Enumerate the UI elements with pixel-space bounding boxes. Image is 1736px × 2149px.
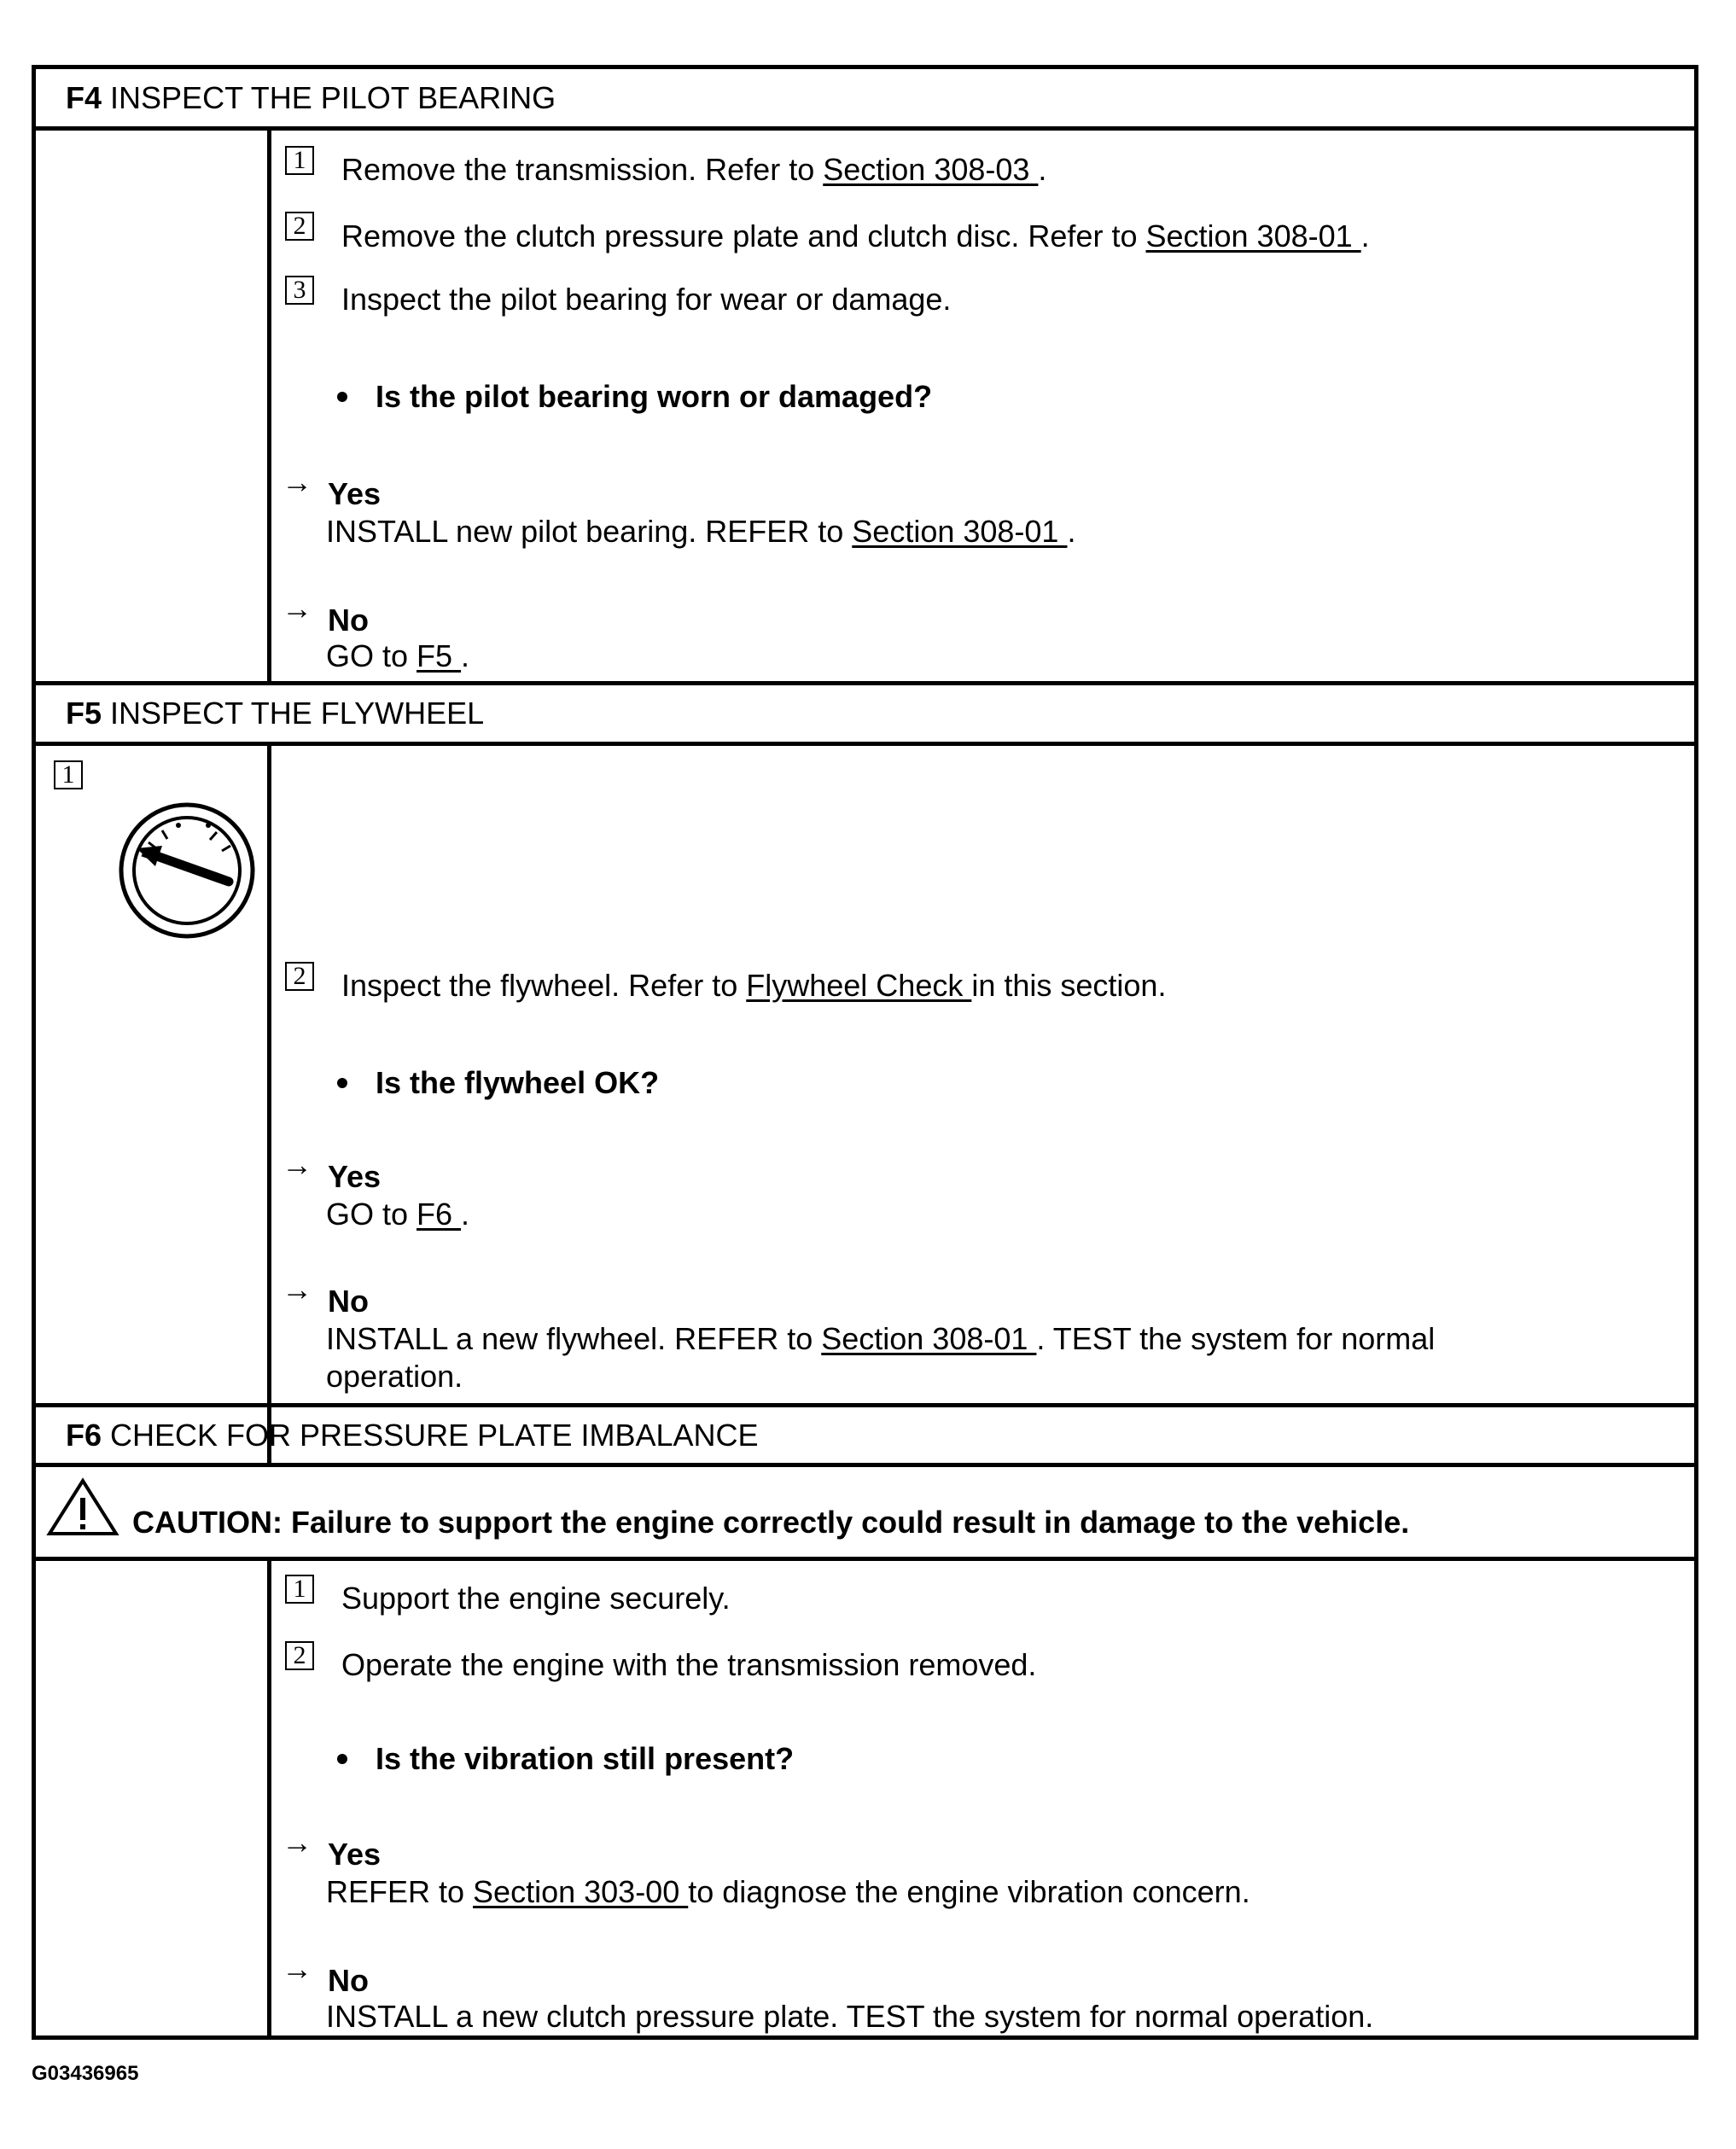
f4-id: F4 — [66, 80, 102, 115]
f5-no-text-line2: operation. — [326, 1359, 463, 1394]
diagnostic-table — [32, 65, 1698, 2040]
f4-step1-text: Remove the transmission. Refer to Section 308-03 . — [341, 152, 1047, 187]
f6-question-bullet — [337, 1754, 347, 1764]
f5-no-arrow-icon: → — [282, 1272, 312, 1307]
f6-column-divider — [267, 1561, 271, 2040]
f5-yes-label: Yes — [328, 1159, 382, 1194]
figure-id: G03436965 — [32, 2062, 139, 2085]
f6-no-text: INSTALL a new clutch pressure plate. TEST the system for normal operation. — [326, 1999, 1374, 2034]
warning-triangle-icon — [46, 1477, 119, 1537]
f4-question: Is the pilot bearing worn or damaged? — [376, 379, 933, 414]
f4-yes-label: Yes — [328, 476, 382, 511]
f6-id: F6 — [66, 1418, 102, 1453]
f5-step2-link[interactable]: Flywheel Check — [746, 968, 972, 1003]
f4-step3-number: 3 — [285, 276, 314, 305]
f4-yes-arrow-icon: → — [282, 464, 312, 499]
f4-yes-link[interactable]: Section 308-01 — [852, 514, 1068, 549]
f5-step2-text: Inspect the flywheel. Refer to Flywheel Check in this section. — [341, 968, 1167, 1003]
f4-column-divider — [267, 131, 271, 685]
f6-yes-label: Yes — [328, 1837, 382, 1872]
f5-yes-link[interactable]: F6 — [417, 1197, 462, 1232]
f6-caution-row — [36, 1467, 1694, 1561]
f4-step1-number: 1 — [285, 146, 314, 175]
f6-step1-text: Support the engine securely. — [341, 1581, 731, 1616]
f6-question: Is the vibration still present? — [376, 1741, 795, 1776]
caution-text: CAUTION: Failure to support the engine correctly could result in damage to the vehicle. — [132, 1505, 1410, 1540]
f5-no-text: INSTALL a new flywheel. REFER to Section 308-01 . TEST the system for normal — [326, 1321, 1436, 1356]
f4-no-arrow-icon: → — [282, 591, 312, 626]
f4-yes-text: INSTALL new pilot bearing. REFER to Section 308-01 . — [326, 514, 1076, 549]
f5-question-bullet — [337, 1078, 347, 1088]
f5-id: F5 — [66, 696, 102, 731]
f6-step2-text: Operate the engine with the transmission removed. — [341, 1647, 1037, 1682]
f4-step1-link[interactable]: Section 308-03 — [823, 152, 1039, 187]
f6-no-label: No — [328, 1963, 369, 1998]
f4-step2-link[interactable]: Section 308-01 — [1145, 218, 1361, 253]
f4-question-bullet — [337, 392, 347, 402]
f5-no-label: No — [328, 1284, 369, 1319]
f4-step2-number: 2 — [285, 212, 314, 241]
f5-yes-text: GO to F6 . — [326, 1197, 470, 1232]
f4-header — [36, 69, 1694, 131]
f5-question: Is the flywheel OK? — [376, 1065, 660, 1100]
f5-step2-number: 2 — [285, 962, 314, 991]
f6-yes-arrow-icon: → — [282, 1825, 312, 1860]
f4-step3-text: Inspect the pilot bearing for wear or damage. — [341, 282, 952, 317]
f6-step2-number: 2 — [285, 1641, 314, 1670]
f6-yes-link[interactable]: Section 303-00 — [473, 1874, 689, 1909]
f4-no-link[interactable]: F5 — [417, 638, 462, 673]
dial-gauge-icon — [118, 801, 256, 940]
f4-title: INSPECT THE PILOT BEARING — [110, 80, 556, 115]
f4-step2-text: Remove the clutch pressure plate and clutch disc. Refer to Section 308-01 . — [341, 218, 1370, 253]
f4-no-text: GO to F5 . — [326, 638, 470, 673]
f5-no-link[interactable]: Section 308-01 — [821, 1321, 1037, 1356]
f6-no-arrow-icon: → — [282, 1951, 312, 1986]
f5-column-divider — [267, 746, 271, 1467]
f5-yes-arrow-icon: → — [282, 1147, 312, 1182]
f6-yes-text: REFER to Section 303-00 to diagnose the engine vibration concern. — [326, 1874, 1250, 1909]
f6-header — [36, 1407, 1694, 1467]
f5-title: INSPECT THE FLYWHEEL — [110, 696, 485, 731]
f5-header — [36, 685, 1694, 746]
f6-title: CHECK FOR PRESSURE PLATE IMBALANCE — [110, 1418, 759, 1453]
f4-no-label: No — [328, 603, 369, 638]
f5-step1-number: 1 — [54, 760, 83, 789]
f6-step1-number: 1 — [285, 1575, 314, 1604]
